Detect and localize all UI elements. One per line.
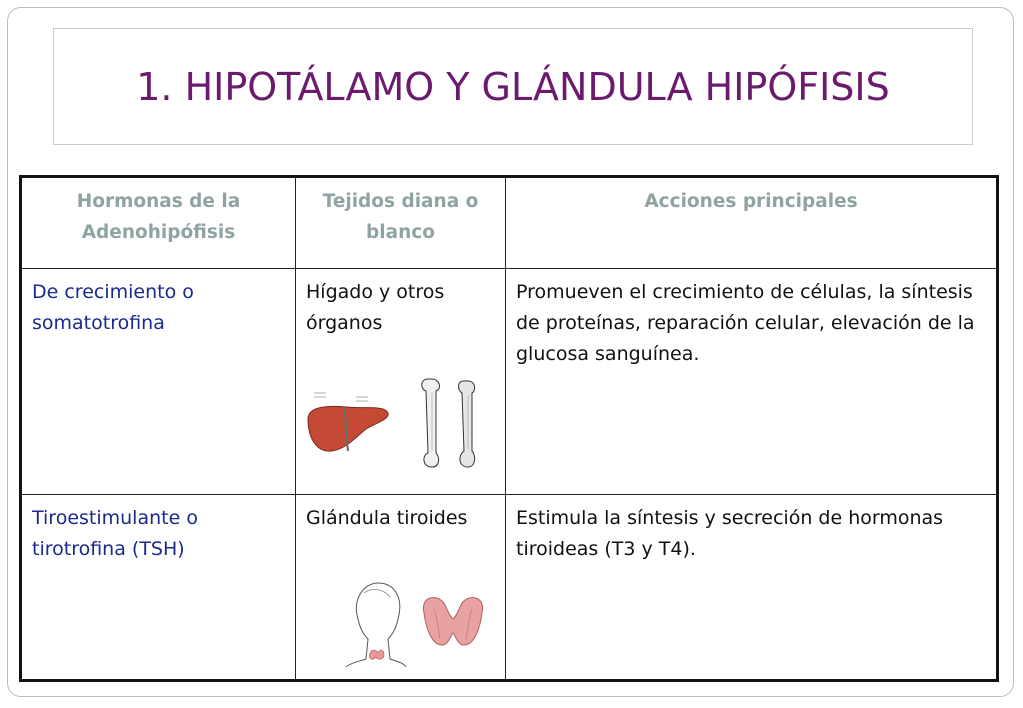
target-text: Hígado y otros órganos (306, 281, 445, 334)
target-cell (296, 495, 506, 681)
hormone-name: Tiroestimulante o tirotrofina (TSH) (32, 507, 198, 560)
liver-icon (306, 389, 392, 461)
bone-icon (414, 377, 494, 469)
hormone-name-cell (21, 495, 296, 681)
target-text: Glándula tiroides (306, 507, 468, 529)
header-actions: Acciones principales (506, 177, 998, 269)
hormone-name: De crecimiento o somatotrofina (32, 281, 194, 334)
hormone-table (19, 175, 999, 682)
header-targets: Tejidos diana o blanco (296, 177, 506, 269)
hormone-name-cell (21, 269, 296, 495)
action-text: Estimula la síntesis y secreción de hormonas tiroideas (T3 y T4). (516, 507, 944, 560)
head-outline-icon (344, 579, 408, 669)
target-cell-content (306, 503, 495, 671)
table-row (21, 495, 998, 681)
target-cell (296, 269, 506, 495)
title-box (53, 28, 973, 145)
action-cell (506, 269, 998, 495)
table-header-row (21, 177, 998, 269)
thyroid-icon (418, 593, 488, 653)
header-hormones: Hormonas de la Adenohipófisis (21, 177, 296, 269)
action-text: Promueven el crecimiento de células, la síntesis de proteínas, reparación celular, elevación de la glucosa sanguínea. (516, 281, 975, 365)
table-row (21, 269, 998, 495)
page-title: 1. HIPOTÁLAMO Y GLÁNDULA HIPÓFISIS (136, 64, 890, 109)
action-cell (506, 495, 998, 681)
target-cell-content (306, 277, 495, 486)
